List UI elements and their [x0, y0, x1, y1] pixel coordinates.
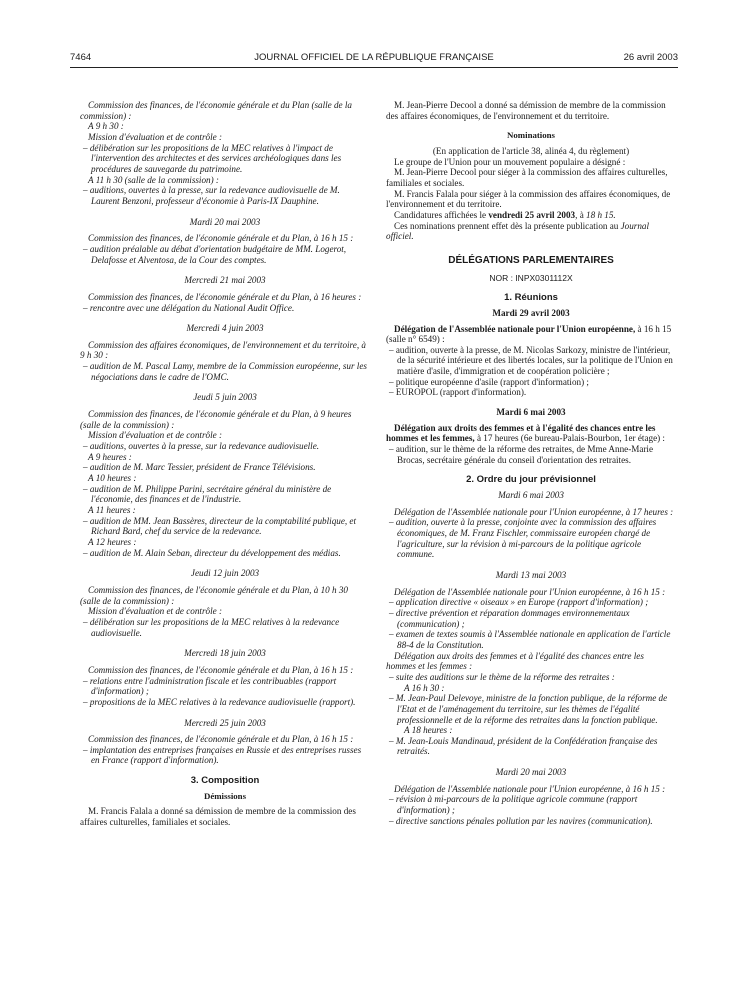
section-title: DÉLÉGATIONS PARLEMENTAIRES	[448, 254, 614, 266]
paragraph: Commission des finances, de l'économie générale et du Plan, à 10 h 30 (salle de la commission) :	[80, 584, 348, 606]
paragraph: Commission des affaires économiques, de l'environnement et du territoire, à 9 h 30 :	[80, 339, 366, 361]
paragraph: M. Francis Falala pour siéger à la commission des affaires économiques, de l'environnement et du territoire.	[386, 188, 671, 210]
text-run: à 17 heures (6e bureau-Palais-Bourbon, 1er étage) :	[474, 433, 665, 444]
date-heading: Mercredi 18 juin 2003	[184, 648, 266, 659]
section-heading: 1. Réunions	[504, 292, 558, 304]
date-heading: Mercredi 21 mai 2003	[184, 275, 266, 286]
section-heading: 3. Composition	[190, 775, 260, 787]
list-item: – suite des auditions sur le thème de la réforme des retraites :	[389, 671, 615, 682]
list-item: – audition de M. Pascal Lamy, membre de la Commission européenne, sur les négociations dans le cadre de l'OMC.	[83, 361, 367, 382]
paragraph	[386, 221, 676, 242]
list-item: – politique européenne d'asile (rapport d'information) ;	[389, 376, 589, 387]
page-number: 7464	[70, 52, 92, 63]
list-item: – auditions, ouvertes à la presse, sur la redevance audiovisuelle de M. Laurent Benzoni, professeur d'économie à Paris-IX Dauphine.	[83, 185, 340, 206]
paragraph: M. Jean-Pierre Decool a donné sa démission de membre de la commission des affaires économiques, de l'environnement et du territoire.	[386, 100, 666, 121]
journal-title: JOURNAL OFFICIEL DE LA RÉPUBLIQUE FRANÇAISE	[254, 52, 494, 63]
list-item: – délibération sur les propositions de la MEC relatives à l'impact de l'intervention des architectes et des services archéologiques dans les procédures de sauvegarde du patrimoine.	[83, 142, 342, 174]
paragraph: A 9 heures :	[88, 451, 132, 462]
subsection-heading: Nominations	[507, 130, 555, 141]
list-item: – audition, ouverte à la presse, de M. Nicolas Sarkozy, ministre de l'intérieur, de la sécurité intérieure et des libertés locales, sur la politique de l'Union en matière d'asile, d'immigration et de coopération policière ;	[389, 344, 673, 377]
list-item: – révision à mi-parcours de la politique agricole commune (rapport d'information) ;	[389, 794, 638, 816]
paragraph: Commission des finances, de l'économie générale et du Plan (salle de la commission) :	[80, 100, 352, 121]
list-item: – M. Jean-Paul Delevoye, ministre de la fonction publique, de la réforme de l'Etat et de l'aménagement du territoire, sur les thèmes de l'égalité professionnelle et de la réforme des retraites dans la fonction publique.	[389, 693, 668, 725]
page-header	[70, 52, 678, 66]
list-item: – EUROPOL (rapport d'information).	[389, 387, 527, 398]
list-item: – implantation des entreprises françaises en Russie et des entreprises russes en France (rapport d'information).	[83, 744, 362, 766]
paragraph: Commission des finances, de l'économie générale et du Plan, à 16 h 15 :	[88, 664, 354, 675]
list-item: – auditions, ouvertes à la presse, sur la redevance audiovisuelle.	[83, 441, 320, 452]
list-item: – audition de M. Alain Seban, directeur du développement des médias.	[83, 547, 341, 558]
date-heading: Mardi 29 avril 2003	[492, 307, 570, 318]
text-run: Délégation aux droits des femmes et à l'égalité des chances entre les hommes et les femmes,	[386, 422, 656, 444]
list-item: – rencontre avec une délégation du National Audit Office.	[83, 302, 295, 313]
paragraph	[386, 423, 676, 444]
list-item: – audition, ouverte à la presse, conjointe avec la commission des affaires économiques, de M. Franz Fischler, commissaire européen chargé de l'agriculture, sur la révision à mi-parcours de la politique agricole commune.	[389, 517, 657, 560]
paragraph: (En application de l'article 38, alinéa 4, du règlement)	[432, 145, 630, 156]
paragraph: Le groupe de l'Union pour un mouvement populaire a désigné :	[394, 156, 626, 167]
text-run: Journal officiel.	[386, 220, 650, 242]
text-run: 18 h 15.	[586, 209, 616, 220]
list-item: – délibération sur les propositions de la MEC relatives à la redevance audiovisuelle.	[83, 616, 340, 638]
date-heading: Jeudi 5 juin 2003	[193, 392, 257, 403]
nor-reference: NOR : INPX0301112X	[489, 272, 573, 283]
header-rule	[70, 67, 678, 68]
paragraph: Commission des finances, de l'économie générale et du Plan, à 16 heures :	[88, 291, 362, 302]
paragraph: Mission d'évaluation et de contrôle :	[88, 430, 222, 441]
paragraph: Mission d'évaluation et de contrôle :	[88, 131, 222, 142]
list-item: – directive sanctions pénales pollution par les navires (communication).	[389, 815, 653, 826]
right-column	[386, 100, 676, 826]
list-item: – audition préalable au débat d'orientation budgétaire de MM. Logerot, Delafosse et Alventosa, de la Cour des comptes.	[83, 243, 347, 265]
paragraph: Délégation de l'Assemblée nationale pour l'Union européenne, à 16 h 15 :	[394, 586, 666, 597]
paragraph: Délégation de l'Assemblée nationale pour l'Union européenne, à 17 heures :	[394, 506, 674, 517]
text-run: Ces nominations prennent effet dès la présente publication au	[394, 220, 621, 231]
date-heading: Mardi 20 mai 2003	[495, 767, 567, 778]
paragraph: A 9 h 30 :	[88, 121, 124, 132]
paragraph: Délégation aux droits des femmes et à l'égalité des chances entre les hommes et les femmes :	[386, 650, 644, 672]
paragraph: Délégation de l'Assemblée nationale pour l'Union européenne, à 16 h 15 :	[394, 783, 666, 794]
paragraph	[386, 324, 676, 345]
date-heading: Mardi 20 mai 2003	[189, 216, 261, 227]
text-run: à 16 h 15 (salle n° 6549) :	[386, 323, 672, 345]
paragraph: A 12 heures :	[88, 536, 137, 547]
paragraph: Commission des finances, de l'économie générale et du Plan, à 16 h 15 :	[88, 734, 354, 745]
paragraph: A 18 heures :	[404, 725, 453, 736]
date-heading: Mardi 6 mai 2003	[498, 490, 564, 501]
paragraph: A 10 heures :	[88, 473, 137, 484]
paragraph: M. Francis Falala a donné sa démission de membre de la commission des affaires culturelles, familiales et sociales.	[80, 806, 356, 828]
date-heading: Mercredi 25 juin 2003	[184, 717, 266, 728]
text-run: Candidatures affichées le	[394, 209, 489, 220]
issue-date: 26 avril 2003	[623, 52, 678, 63]
list-item: – audition de M. Philippe Parini, secrétaire général du ministère de l'économie, des finances et de l'industrie.	[83, 483, 332, 505]
paragraph: A 11 h 30 (salle de la commission) :	[88, 174, 219, 185]
paragraph: A 16 h 30 :	[404, 682, 445, 693]
list-item: – audition, sur le thème de la réforme des retraites, de Mme Anne-Marie Brocas, secrétaire générale du conseil d'orientation des retraites.	[389, 444, 654, 465]
list-item: – audition de M. Marc Tessier, président de France Télévisions.	[83, 462, 316, 473]
left-column	[80, 100, 370, 828]
text-run: Délégation de l'Assemblée nationale pour l'Union européenne,	[394, 323, 636, 334]
date-heading: Mardi 13 mai 2003	[495, 569, 567, 580]
text-run: vendredi 25 avril 2003	[488, 209, 576, 220]
list-item: – audition de MM. Jean Bassères, directeur de la comptabilité publique, et Richard Bard, chef du service de la redevance.	[83, 515, 357, 537]
paragraph: Commission des finances, de l'économie générale et du Plan, à 9 heures (salle de la commission) :	[80, 409, 352, 430]
text-run: , à	[575, 209, 587, 220]
date-heading: Mardi 6 mai 2003	[496, 407, 566, 418]
list-item: – relations entre l'administration fiscale et les contribuables (rapport d'information) ;	[83, 675, 337, 697]
section-heading: 2. Ordre du jour prévisionnel	[466, 474, 596, 486]
subsection-heading: Démissions	[203, 790, 247, 801]
paragraph: A 11 heures :	[88, 505, 136, 515]
list-item: – M. Jean-Louis Mandinaud, président de la Confédération française des retraités.	[389, 735, 658, 757]
list-item: – application directive « oiseaux » en Europe (rapport d'information) ;	[389, 597, 649, 608]
date-heading: Mercredi 4 juin 2003	[186, 323, 264, 334]
paragraph: M. Jean-Pierre Decool pour siéger à la commission des affaires culturelles, familiales et sociales.	[386, 167, 668, 188]
list-item: – directive prévention et réparation dommages environnementaux (communication) ;	[389, 607, 630, 629]
date-heading: Jeudi 12 juin 2003	[190, 568, 260, 579]
list-item: – examen de textes soumis à l'Assemblée nationale en application de l'article 88-4 de la Constitution.	[389, 629, 671, 650]
list-item: – propositions de la MEC relatives à la redevance audiovisuelle (rapport).	[83, 696, 356, 707]
paragraph	[386, 210, 676, 221]
paragraph: Commission des finances, de l'économie générale et du Plan, à 16 h 15 :	[88, 233, 354, 244]
paragraph: Mission d'évaluation et de contrôle :	[88, 606, 222, 617]
